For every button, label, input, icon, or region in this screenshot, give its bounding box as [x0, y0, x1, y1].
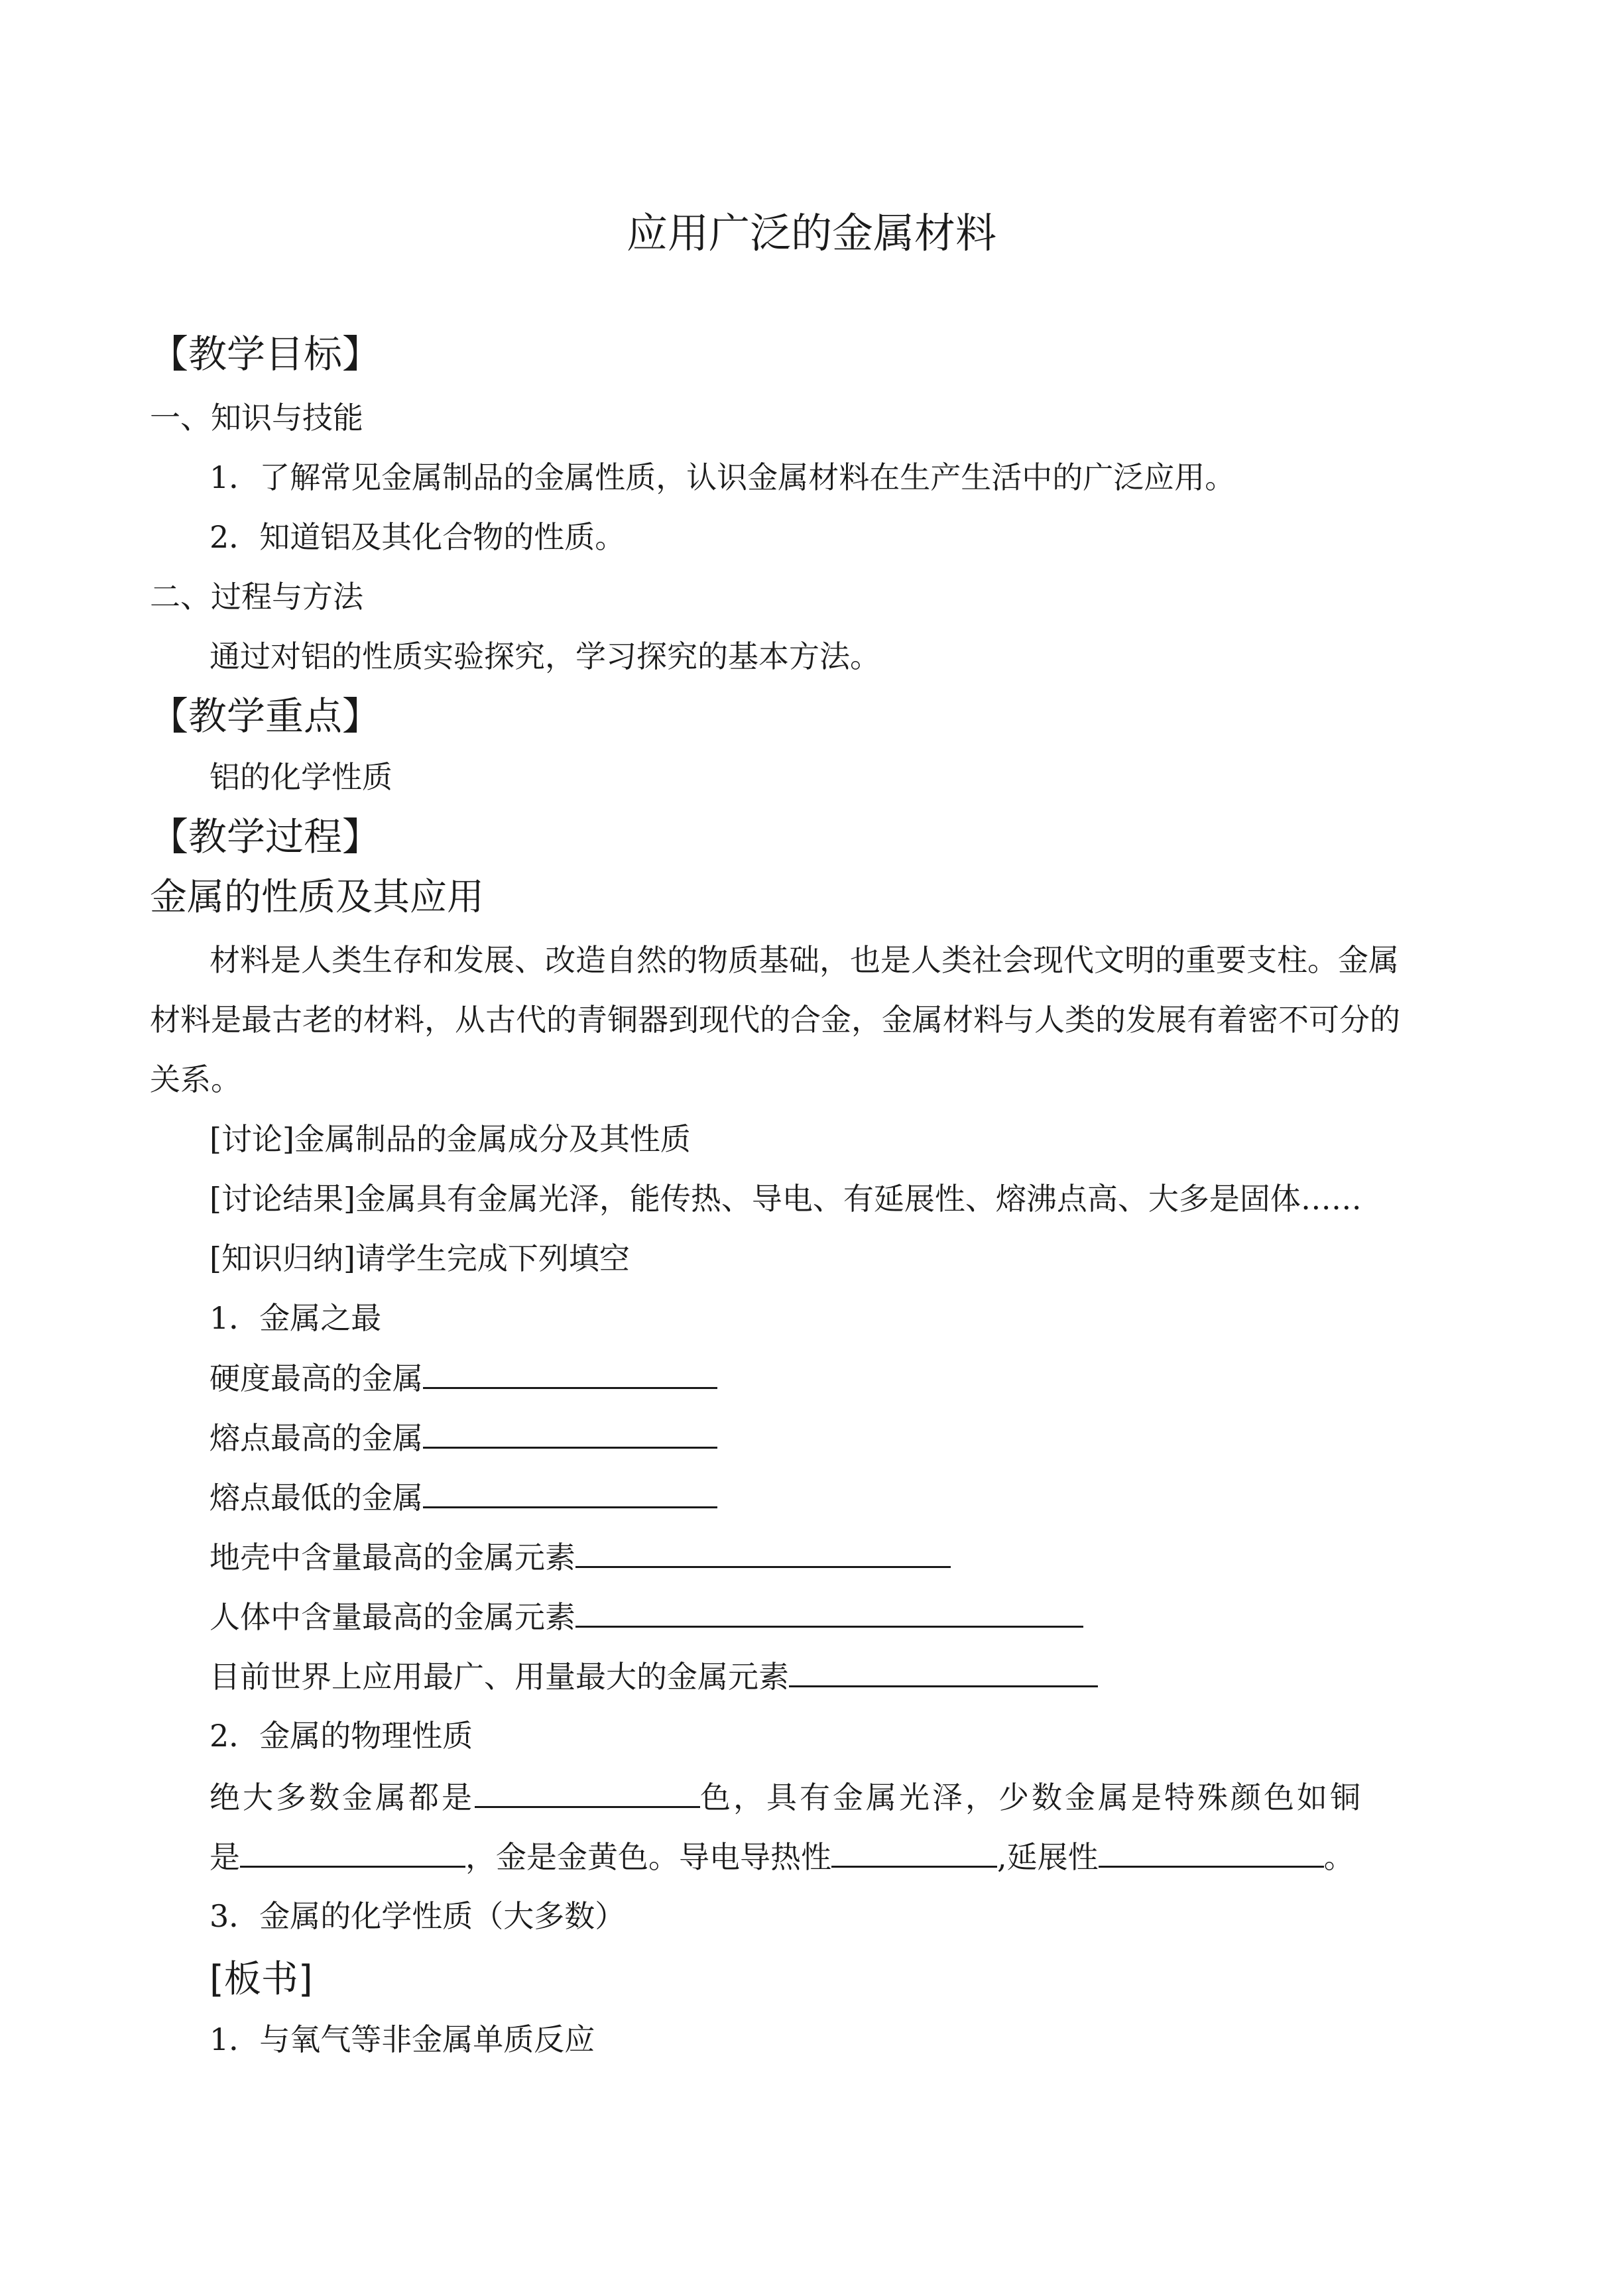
objectives-section2-title: 二、过程与方法: [150, 579, 363, 615]
question-1f-label: 目前世界上应用最广、用量最大的金属元素: [210, 1659, 789, 1695]
question-3-title: 3．金属的化学性质（大多数）: [210, 1898, 626, 1934]
document-title: 应用广泛的金属材料: [626, 209, 996, 257]
answer-blank[interactable]: [423, 1418, 717, 1449]
question-1f: [210, 1656, 1098, 1697]
question-1c: [210, 1477, 717, 1518]
discussion: [讨论]金属制品的金属成分及其性质: [210, 1121, 691, 1157]
question-1d-label: 地壳中含量最高的金属元素: [210, 1540, 575, 1575]
objectives-section1-title: 一、知识与技能: [150, 400, 363, 436]
question-2-line-2-b: ，金是金黄色。导电导热性: [465, 1839, 831, 1875]
question-2-line-1-b: 色，具有金属光泽，少数金属是特殊颜色如铜: [700, 1780, 1363, 1815]
process-heading: 【教学过程】: [150, 814, 381, 859]
question-1d: [210, 1537, 951, 1577]
answer-blank[interactable]: [423, 1358, 717, 1389]
question-1e: [210, 1597, 1083, 1637]
question-2-title: 2．金属的物理性质: [210, 1718, 473, 1754]
objectives-item1: 1．了解常见金属制品的金属性质，认识金属材料在生产生活中的广泛应用。: [210, 459, 1236, 495]
board-label: [板书]: [210, 1958, 313, 2001]
question-2-line-2: [210, 1837, 1354, 1877]
objectives-item2: 2．知道铝及其化合物的性质。: [210, 519, 626, 555]
question-1e-label: 人体中含量最高的金属元素: [210, 1599, 575, 1635]
paragraph-line-1: 材料是人类生存和发展、改造自然的物质基础，也是人类社会现代文明的重要支柱。金属: [210, 942, 1399, 978]
key-points-heading: 【教学重点】: [150, 694, 381, 739]
paragraph-line-2: 材料是最古老的材料，从古代的青铜器到现代的合金，金属材料与人类的发展有着密不可分的: [150, 1002, 1400, 1038]
question-2-line-2-c: ,延展性: [997, 1839, 1099, 1875]
question-2-line-1-a: 绝大多数金属都是: [210, 1780, 475, 1815]
discussion-result: [讨论结果]金属具有金属光泽，能传热、导电、有延展性、熔沸点高、大多是固体……: [210, 1181, 1362, 1217]
question-1a: [210, 1358, 717, 1398]
answer-blank[interactable]: [789, 1656, 1098, 1687]
answer-blank[interactable]: [475, 1777, 700, 1808]
answer-blank[interactable]: [575, 1597, 1083, 1628]
objectives-section2-text: 通过对铝的性质实验探究，学习探究的基本方法。: [210, 638, 880, 674]
question-1-title: 1．金属之最: [210, 1300, 382, 1336]
question-2-line-2-a: 是: [210, 1839, 240, 1875]
question-1a-label: 硬度最高的金属: [210, 1360, 423, 1396]
question-2-line-1: [210, 1777, 1363, 1817]
process-subheading: 金属的性质及其应用: [150, 876, 484, 919]
question-2-line-2-d: 。: [1323, 1839, 1354, 1875]
paragraph-line-3: 关系。: [150, 1061, 241, 1097]
board-item-1: 1．与氧气等非金属单质反应: [210, 2022, 595, 2057]
answer-blank[interactable]: [575, 1537, 951, 1568]
key-points-text: 铝的化学性质: [210, 759, 392, 795]
answer-blank[interactable]: [423, 1477, 717, 1508]
objectives-heading: 【教学目标】: [150, 332, 381, 377]
question-1b: [210, 1418, 717, 1458]
question-1c-label: 熔点最低的金属: [210, 1480, 423, 1516]
answer-blank[interactable]: [831, 1837, 997, 1868]
answer-blank[interactable]: [240, 1837, 465, 1868]
question-1b-label: 熔点最高的金属: [210, 1420, 423, 1456]
answer-blank[interactable]: [1099, 1837, 1324, 1868]
knowledge-summary: [知识归纳]请学生完成下列填空: [210, 1240, 630, 1276]
